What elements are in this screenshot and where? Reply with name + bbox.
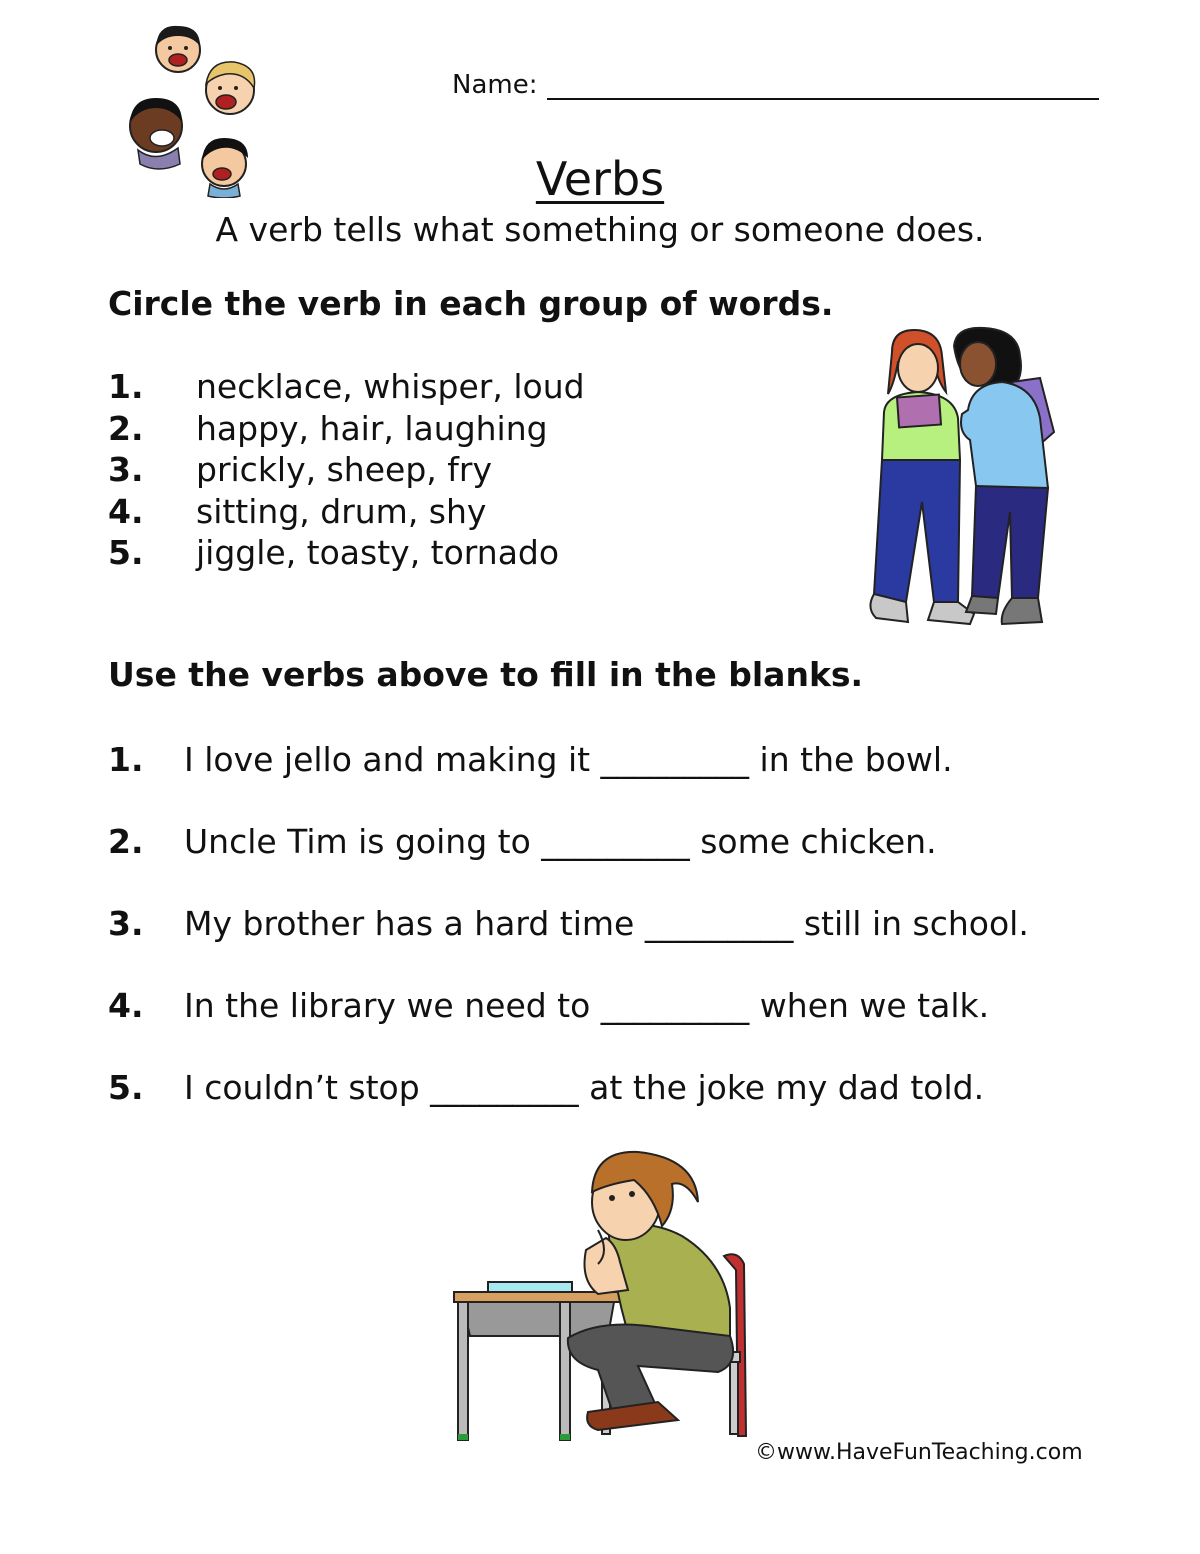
verb-definition: A verb tells what something or someone does. <box>215 210 985 249</box>
list-item <box>108 449 585 491</box>
word-group[interactable]: jiggle, toasty, tornado <box>196 533 560 572</box>
item-number: 2. <box>108 408 144 448</box>
page-title: Verbs <box>535 152 665 206</box>
item-number: 4. <box>108 491 144 531</box>
thinking-boy-at-desk-icon <box>448 1140 758 1445</box>
circle-word-list <box>108 366 585 574</box>
sentence[interactable]: My brother has a hard time _________ still in school. <box>184 904 1029 943</box>
list-item <box>108 820 1029 902</box>
name-label: Name: <box>452 70 538 100</box>
list-item <box>108 366 585 408</box>
fill-blank-list <box>108 738 1029 1148</box>
item-number: 5. <box>108 533 144 572</box>
word-group[interactable]: sitting, drum, shy <box>196 491 487 531</box>
item-number: 5. <box>108 1068 144 1107</box>
sentence[interactable]: In the library we need to _________ when we talk. <box>184 986 990 1025</box>
item-number: 1. <box>108 740 144 779</box>
list-item <box>108 408 585 450</box>
list-item <box>108 902 1029 984</box>
item-number: 4. <box>108 986 144 1025</box>
circle-section-heading: Circle the verb in each group of words. <box>108 284 834 323</box>
sentence[interactable]: Uncle Tim is going to _________ some chicken. <box>184 822 937 861</box>
whispering-girls-icon <box>862 322 1062 632</box>
list-item <box>108 491 585 533</box>
list-item <box>108 532 585 574</box>
item-number: 1. <box>108 367 144 406</box>
item-number: 2. <box>108 822 144 861</box>
fill-blanks-section-heading: Use the verbs above to fill in the blanks. <box>108 655 864 694</box>
word-group[interactable]: happy, hair, laughing <box>196 408 548 448</box>
name-blank-line[interactable] <box>547 72 1099 100</box>
list-item <box>108 738 1029 820</box>
word-group[interactable]: prickly, sheep, fry <box>196 450 492 489</box>
item-number: 3. <box>108 904 144 943</box>
sentence[interactable]: I love jello and making it _________ in the bowl. <box>184 740 953 779</box>
word-group[interactable]: necklace, whisper, loud <box>196 367 585 406</box>
list-item <box>108 984 1029 1066</box>
copyright-text: ©www.HaveFunTeaching.com <box>755 1440 1083 1465</box>
sentence[interactable]: I couldn’t stop _________ at the joke my dad told. <box>184 1068 985 1107</box>
item-number: 3. <box>108 450 144 489</box>
list-item <box>108 1066 1029 1148</box>
name-field-row <box>452 70 1099 100</box>
